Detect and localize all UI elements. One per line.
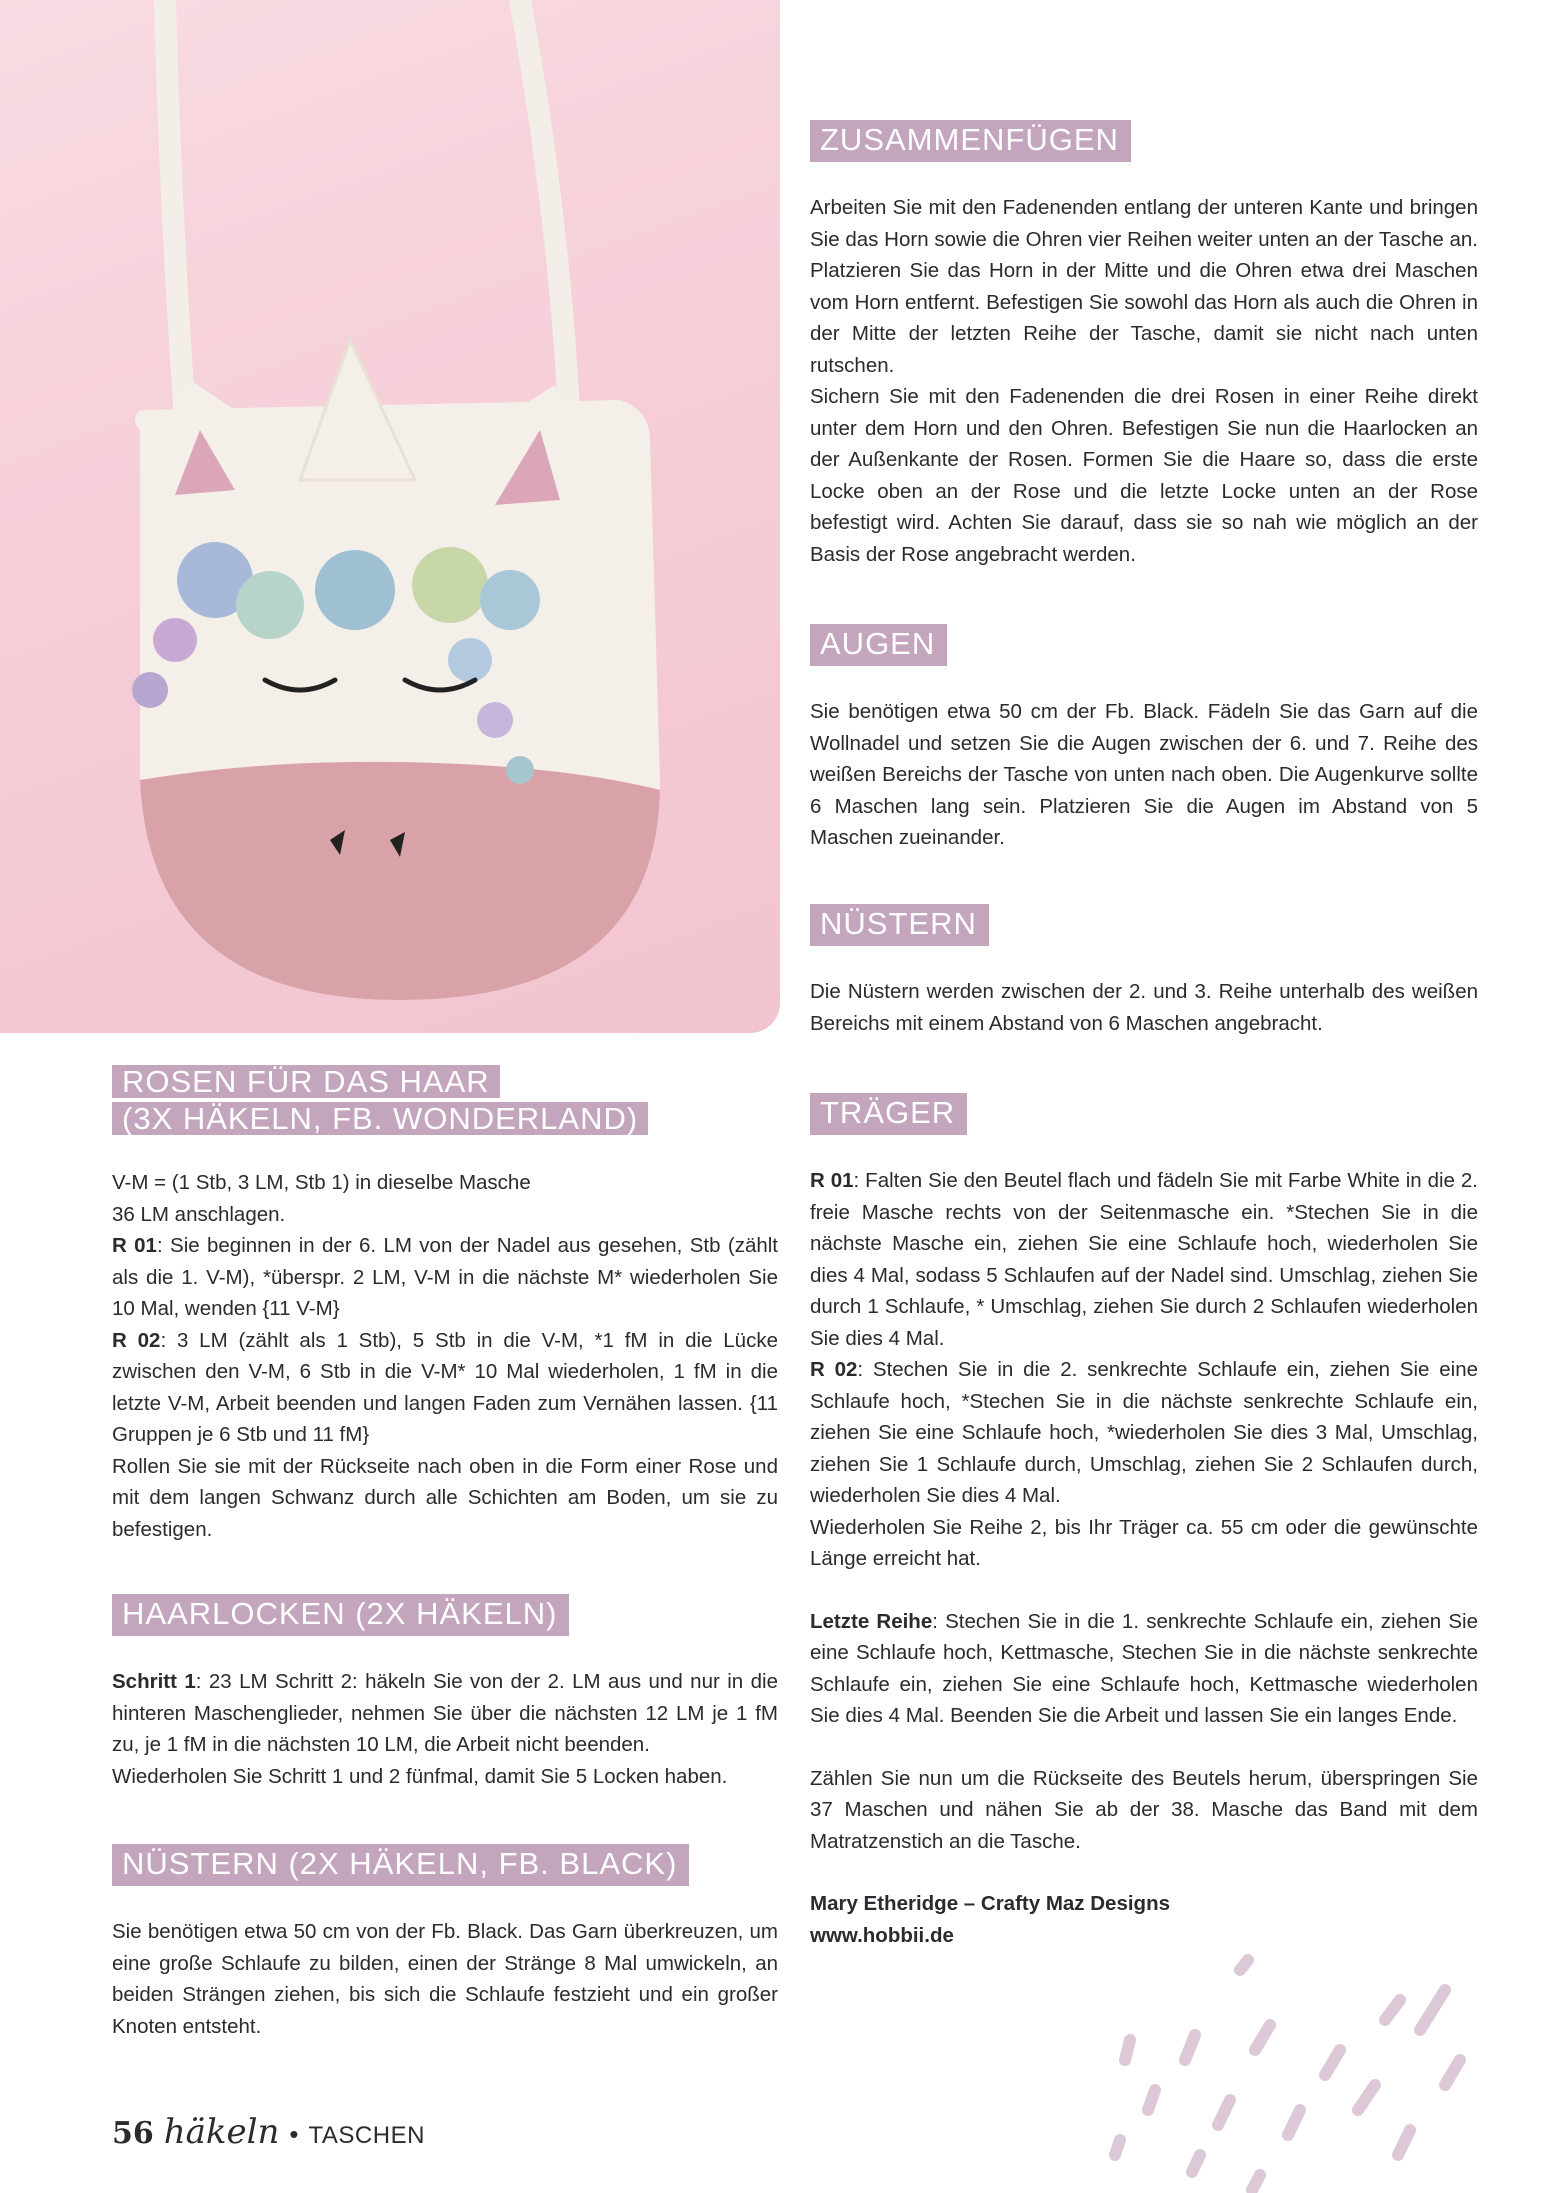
nuestern-p1: Die Nüstern werden zwischen der 2. und 3. Reihe unterhalb des weißen Bereichs mit einem Abstand von 6 Maschen angebracht.	[810, 980, 1478, 1035]
rosen-lm: 36 LM anschlagen.	[112, 1202, 286, 1226]
section-haarlocken	[112, 1594, 778, 1792]
unicorn-bag-photo	[0, 0, 780, 1033]
heading-rosen	[112, 1065, 778, 1138]
crochet-unicorn-bag-icon	[0, 0, 780, 1033]
nuestern-haekeln-p1: Sie benötigen etwa 50 cm von der Fb. Black. Das Garn überkreuzen, um eine große Schlaufe zu bilden, einen der Stränge 8 Mal umwickeln, an beiden Strängen ziehen, bis sich die Schlaufe festzieht und ein großer Knoten entsteht.	[112, 1920, 778, 2038]
section-nuestern	[810, 904, 1478, 1039]
traeger-r02: R 02: Stechen Sie in die 2. senkrechte Schlaufe ein, ziehen Sie eine Schlaufe hoch, *Stechen Sie in die nächste senkrechte Schlaufe ein, ziehen Sie eine Schlaufe hoch, *wiederholen Sie dies 3 Mal, Umschlag, ziehen Sie 1 Schlaufe durch, Umschlag, ziehen Sie 2 Schlaufen durch, wiederholen Sie dies 4 Mal.	[810, 1358, 1478, 1507]
zusammenfuegen-p1: Arbeiten Sie mit den Fadenenden entlang der unteren Kante und bringen Sie das Horn sowie die Ohren vier Reihen weiter unten an der Tasche an. Platzieren Sie das Horn in der Mitte und die Ohren etwa drei Maschen vom Horn entfernt. Befestigen Sie sowohl das Horn als auch die Ohren in der Mitte der letzten Reihe der Tasche, damit sie nicht nach unten rutschen.	[810, 196, 1478, 377]
rosen-r02: R 02: 3 LM (zählt als 1 Stb), 5 Stb in die V-M, *1 fM in die Lücke zwischen den V-M, 6 Stb in die V-M* 10 Mal wiederholen, 1 fM in die letzte V-M, Arbeit beenden und langen Faden zum Vernähen lassen. {11 Gruppen je 6 Stb und 11 fM}	[112, 1328, 778, 1446]
magazine-logo: häkeln	[163, 2112, 280, 2152]
zusammenfuegen-p2: Sichern Sie mit den Fadenenden die drei Rosen in einer Reihe direkt unter dem Horn und den Ohren. Befestigen Sie nun die Haarlocken an der Außenkante der Rosen. Formen Sie die Haare so, dass die erste Locke oben an der Rose und die letzte Locke unten an der Rose befestigt wird. Achten Sie darauf, dass sie so nah wie möglich an der Basis der Rose angebracht werden.	[810, 385, 1478, 566]
rosen-rollen: Rollen Sie sie mit der Rückseite nach oben in die Form einer Rose und mit dem langen Schwanz durch alle Schichten am Boden, um sie zu befestigen.	[112, 1454, 778, 1541]
heading-haarlocken: HAARLOCKEN (2X HÄKELN)	[112, 1594, 569, 1636]
section-augen	[810, 624, 1478, 854]
heading-nuestern: NÜSTERN	[810, 904, 989, 946]
heading-nuestern-haekeln: NÜSTERN (2X HÄKELN, FB. BLACK)	[112, 1844, 689, 1886]
haarlocken-schritt: Schritt 1: 23 LM Schritt 2: häkeln Sie von der 2. LM aus und nur in die hinteren Maschenglieder, nehmen Sie über die nächsten 12 LM je 1 fM zu, je 1 fM in die nächsten 10 LM, die Arbeit nicht beenden.	[112, 1670, 778, 1756]
footer-separator: •	[289, 2119, 299, 2149]
credits-author: Mary Etheridge – Crafty Maz Designs	[810, 1892, 1170, 1915]
traeger-r01: R 01: Falten Sie den Beutel flach und fädeln Sie mit Farbe White in die 2. freie Masche rechts von der Seitenmasche ein. *Stechen Sie in die nächste Masche ein, ziehen Sie eine Schlaufe hoch, wiederholen Sie dies 4 Mal, sodass 5 Schlaufen auf der Nadel sind. Umschlag, ziehen Sie durch 1 Schlaufe, * Umschlag, ziehen Sie durch 2 Schlaufen wiederholen Sie dies 4 Mal.	[810, 1169, 1478, 1350]
traeger-repeat: Wiederholen Sie Reihe 2, bis Ihr Träger ca. 55 cm oder die gewünschte Länge erreicht hat.	[810, 1515, 1478, 1570]
heading-rosen-line2: (3X HÄKELN, FB. WONDERLAND)	[112, 1102, 648, 1135]
page-footer	[112, 2112, 425, 2152]
heading-traeger: TRÄGER	[810, 1093, 967, 1135]
section-rosen	[112, 1065, 778, 1545]
heading-zusammenfuegen: ZUSAMMENFÜGEN	[810, 120, 1131, 162]
traeger-last: Letzte Reihe: Stechen Sie in die 1. senkrechte Schlaufe ein, ziehen Sie eine Schlaufe hoch, Kettmasche, Stechen Sie in die nächste senkrechte Schlaufe ein, ziehen Sie eine Schlaufe hoch, Kettmasche wiederholen Sie dies 4 Mal. Beenden Sie die Arbeit und lassen Sie ein langes Ende.	[810, 1609, 1479, 1727]
section-zusammenfuegen	[810, 120, 1478, 570]
augen-p1: Sie benötigen etwa 50 cm der Fb. Black. Fädeln Sie das Garn auf die Wollnadel und setzen Sie die Augen zwischen der 6. und 7. Reihe des weißen Bereichs der Tasche von unten nach oben. Die Augenkurve sollte 6 Maschen lang sein. Platzieren Sie die Augen im Abstand von 5 Maschen zueinander.	[810, 700, 1478, 849]
page-number: 56	[112, 2116, 154, 2151]
haarlocken-repeat: Wiederholen Sie Schritt 1 und 2 fünfmal, damit Sie 5 Locken haben.	[112, 1764, 728, 1788]
decorative-dashes-icon	[1100, 1950, 1520, 2193]
section-traeger	[810, 1093, 1478, 1951]
heading-rosen-line1: ROSEN FÜR DAS HAAR	[112, 1065, 500, 1098]
rosen-r01: R 01: Sie beginnen in der 6. LM von der Nadel aus gesehen, Stb (zählt als die 1. V-M), *überspr. 2 LM, V-M in die nächste M* wiederholen Sie 10 Mal, wenden {11 V-M}	[112, 1234, 778, 1320]
traeger-final: Zählen Sie nun um die Rückseite des Beutels herum, überspringen Sie 37 Maschen und nähen Sie ab der 38. Masche das Band mit dem Matratzenstich an die Tasche.	[810, 1766, 1478, 1853]
section-nuestern-haekeln	[112, 1844, 778, 2042]
credits-url[interactable]: www.hobbii.de	[810, 1923, 954, 1947]
footer-section: TASCHEN	[308, 2122, 425, 2149]
rosen-vm: V-M = (1 Stb, 3 LM, Stb 1) in dieselbe Masche	[112, 1171, 531, 1194]
heading-augen: AUGEN	[810, 624, 947, 666]
